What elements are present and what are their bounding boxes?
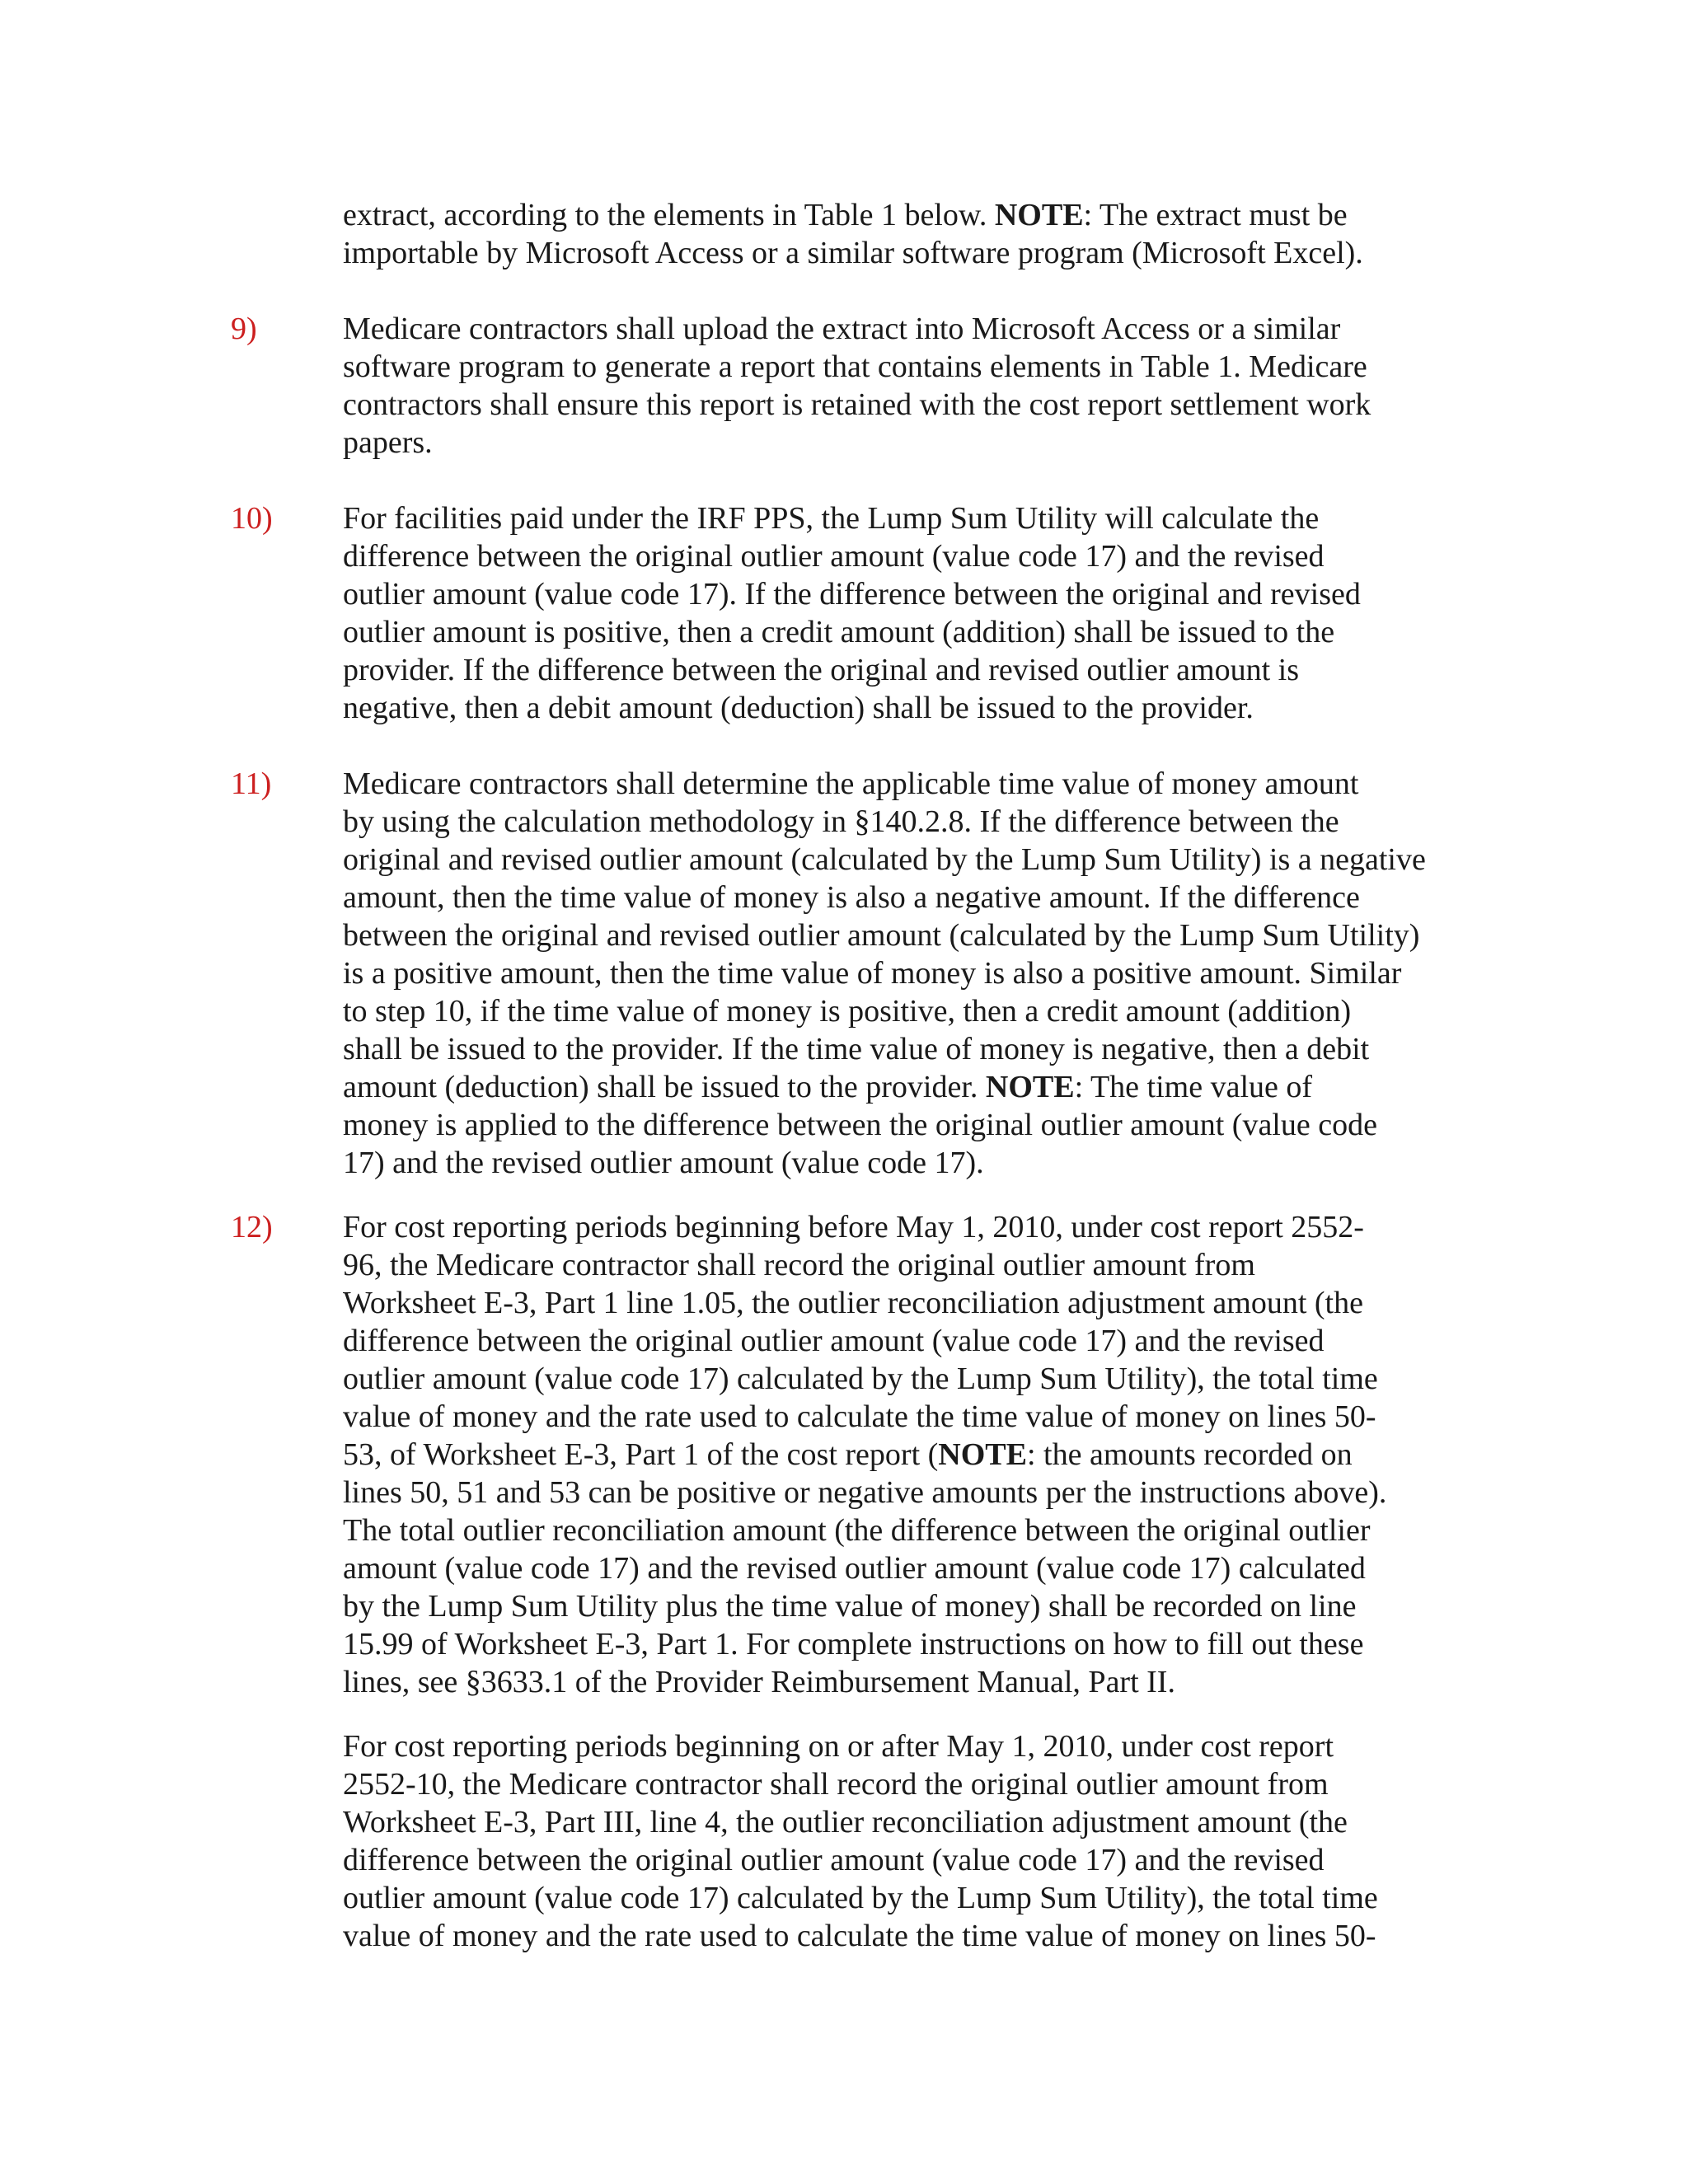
text-line: lines 50, 51 and 53 can be positive or negative amounts per the instructions above). [343,1475,1387,1510]
text-line: For cost reporting periods beginning before May 1, 2010, under cost report 2552- [343,1210,1364,1244]
text-line: software program to generate a report that contains elements in Table 1. Medicare [343,349,1367,384]
text-line: outlier amount (value code 17) calculated by the Lump Sum Utility), the total time [343,1361,1378,1396]
text-line: extract, according to the elements in Table 1 below. NOTE: The extract must be [343,198,1348,232]
text-line: by using the calculation methodology in §140.2.8. If the difference between the [343,804,1339,839]
item-11 [231,765,1442,1182]
item-number: 10) [231,501,273,536]
text-line: lines, see §3633.1 of the Provider Reimbursement Manual, Part II. [343,1665,1175,1699]
text-line: amount (deduction) shall be issued to the provider. NOTE: The time value of [343,1070,1313,1104]
item-text [343,1208,1442,1701]
text-line: contractors shall ensure this report is retained with the cost report settlement work [343,387,1372,422]
intro-text [343,196,1442,272]
text-line: 2552-10, the Medicare contractor shall record the original outlier amount from [343,1767,1329,1802]
text-line: value of money and the rate used to calculate the time value of money on lines 50- [343,1919,1376,1953]
text-line: outlier amount (value code 17) calculated by the Lump Sum Utility), the total time [343,1881,1378,1915]
text-line: value of money and the rate used to calculate the time value of money on lines 50- [343,1399,1376,1434]
text-line: provider. If the difference between the original and revised outlier amount is [343,653,1300,687]
text-line: Worksheet E-3, Part 1 line 1.05, the outlier reconciliation adjustment amount (the [343,1286,1363,1320]
item-12-continuation [288,1727,1442,1955]
item-text [343,1727,1442,1955]
text-line: difference between the original outlier amount (value code 17) and the revised [343,1843,1325,1877]
text-line: shall be issued to the provider. If the time value of money is negative, then a debit [343,1032,1370,1066]
text-line: Medicare contractors shall upload the extract into Microsoft Access or a similar [343,312,1341,346]
text-line: difference between the original outlier amount (value code 17) and the revised [343,539,1325,574]
item-number: 12) [231,1210,273,1244]
text-line: For facilities paid under the IRF PPS, the Lump Sum Utility will calculate the [343,501,1320,536]
text-line: by the Lump Sum Utility plus the time value of money) shall be recorded on line [343,1589,1357,1624]
item-text [343,310,1442,462]
text-line: 53, of Worksheet E-3, Part 1 of the cost report (NOTE: the amounts recorded on [343,1437,1353,1472]
text-line: The total outlier reconciliation amount (the difference between the original outlier [343,1513,1371,1548]
text-line: money is applied to the difference between the original outlier amount (value code [343,1108,1377,1142]
text-line: negative, then a debit amount (deduction) shall be issued to the provider. [343,691,1254,725]
item-12 [231,1208,1442,1701]
text-line: outlier amount is positive, then a credit amount (addition) shall be issued to the [343,615,1335,649]
text-line: importable by Microsoft Access or a similar software program (Microsoft Excel). [343,236,1363,270]
item-number: 11) [231,766,272,801]
text-line: to step 10, if the time value of money is positive, then a credit amount (addition) [343,994,1352,1029]
text-line: Worksheet E-3, Part III, line 4, the outlier reconciliation adjustment amount (the [343,1805,1348,1840]
text-line: amount (value code 17) and the revised outlier amount (value code 17) calculated [343,1551,1366,1586]
text-line: papers. [343,425,433,460]
item-text [343,765,1442,1182]
item-10 [231,499,1442,727]
text-line: 17) and the revised outlier amount (value code 17). [343,1146,984,1180]
text-line: 96, the Medicare contractor shall record the original outlier amount from [343,1248,1255,1282]
item-number: 9) [231,312,257,346]
text-line: original and revised outlier amount (calculated by the Lump Sum Utility) is a negative [343,842,1426,877]
text-line: between the original and revised outlier amount (calculated by the Lump Sum Utility) [343,918,1420,953]
text-line: amount, then the time value of money is also a negative amount. If the difference [343,880,1360,915]
text-line: difference between the original outlier amount (value code 17) and the revised [343,1324,1325,1358]
item-9 [231,310,1442,462]
text-line: 15.99 of Worksheet E-3, Part 1. For complete instructions on how to fill out these [343,1627,1364,1661]
text-line: Medicare contractors shall determine the applicable time value of money amount [343,766,1359,801]
text-line: is a positive amount, then the time value of money is also a positive amount. Similar [343,956,1402,991]
intro-paragraph [288,196,1442,272]
text-line: For cost reporting periods beginning on or after May 1, 2010, under cost report [343,1729,1334,1764]
item-text [343,499,1442,727]
text-line: outlier amount (value code 17). If the difference between the original and revised [343,577,1361,612]
